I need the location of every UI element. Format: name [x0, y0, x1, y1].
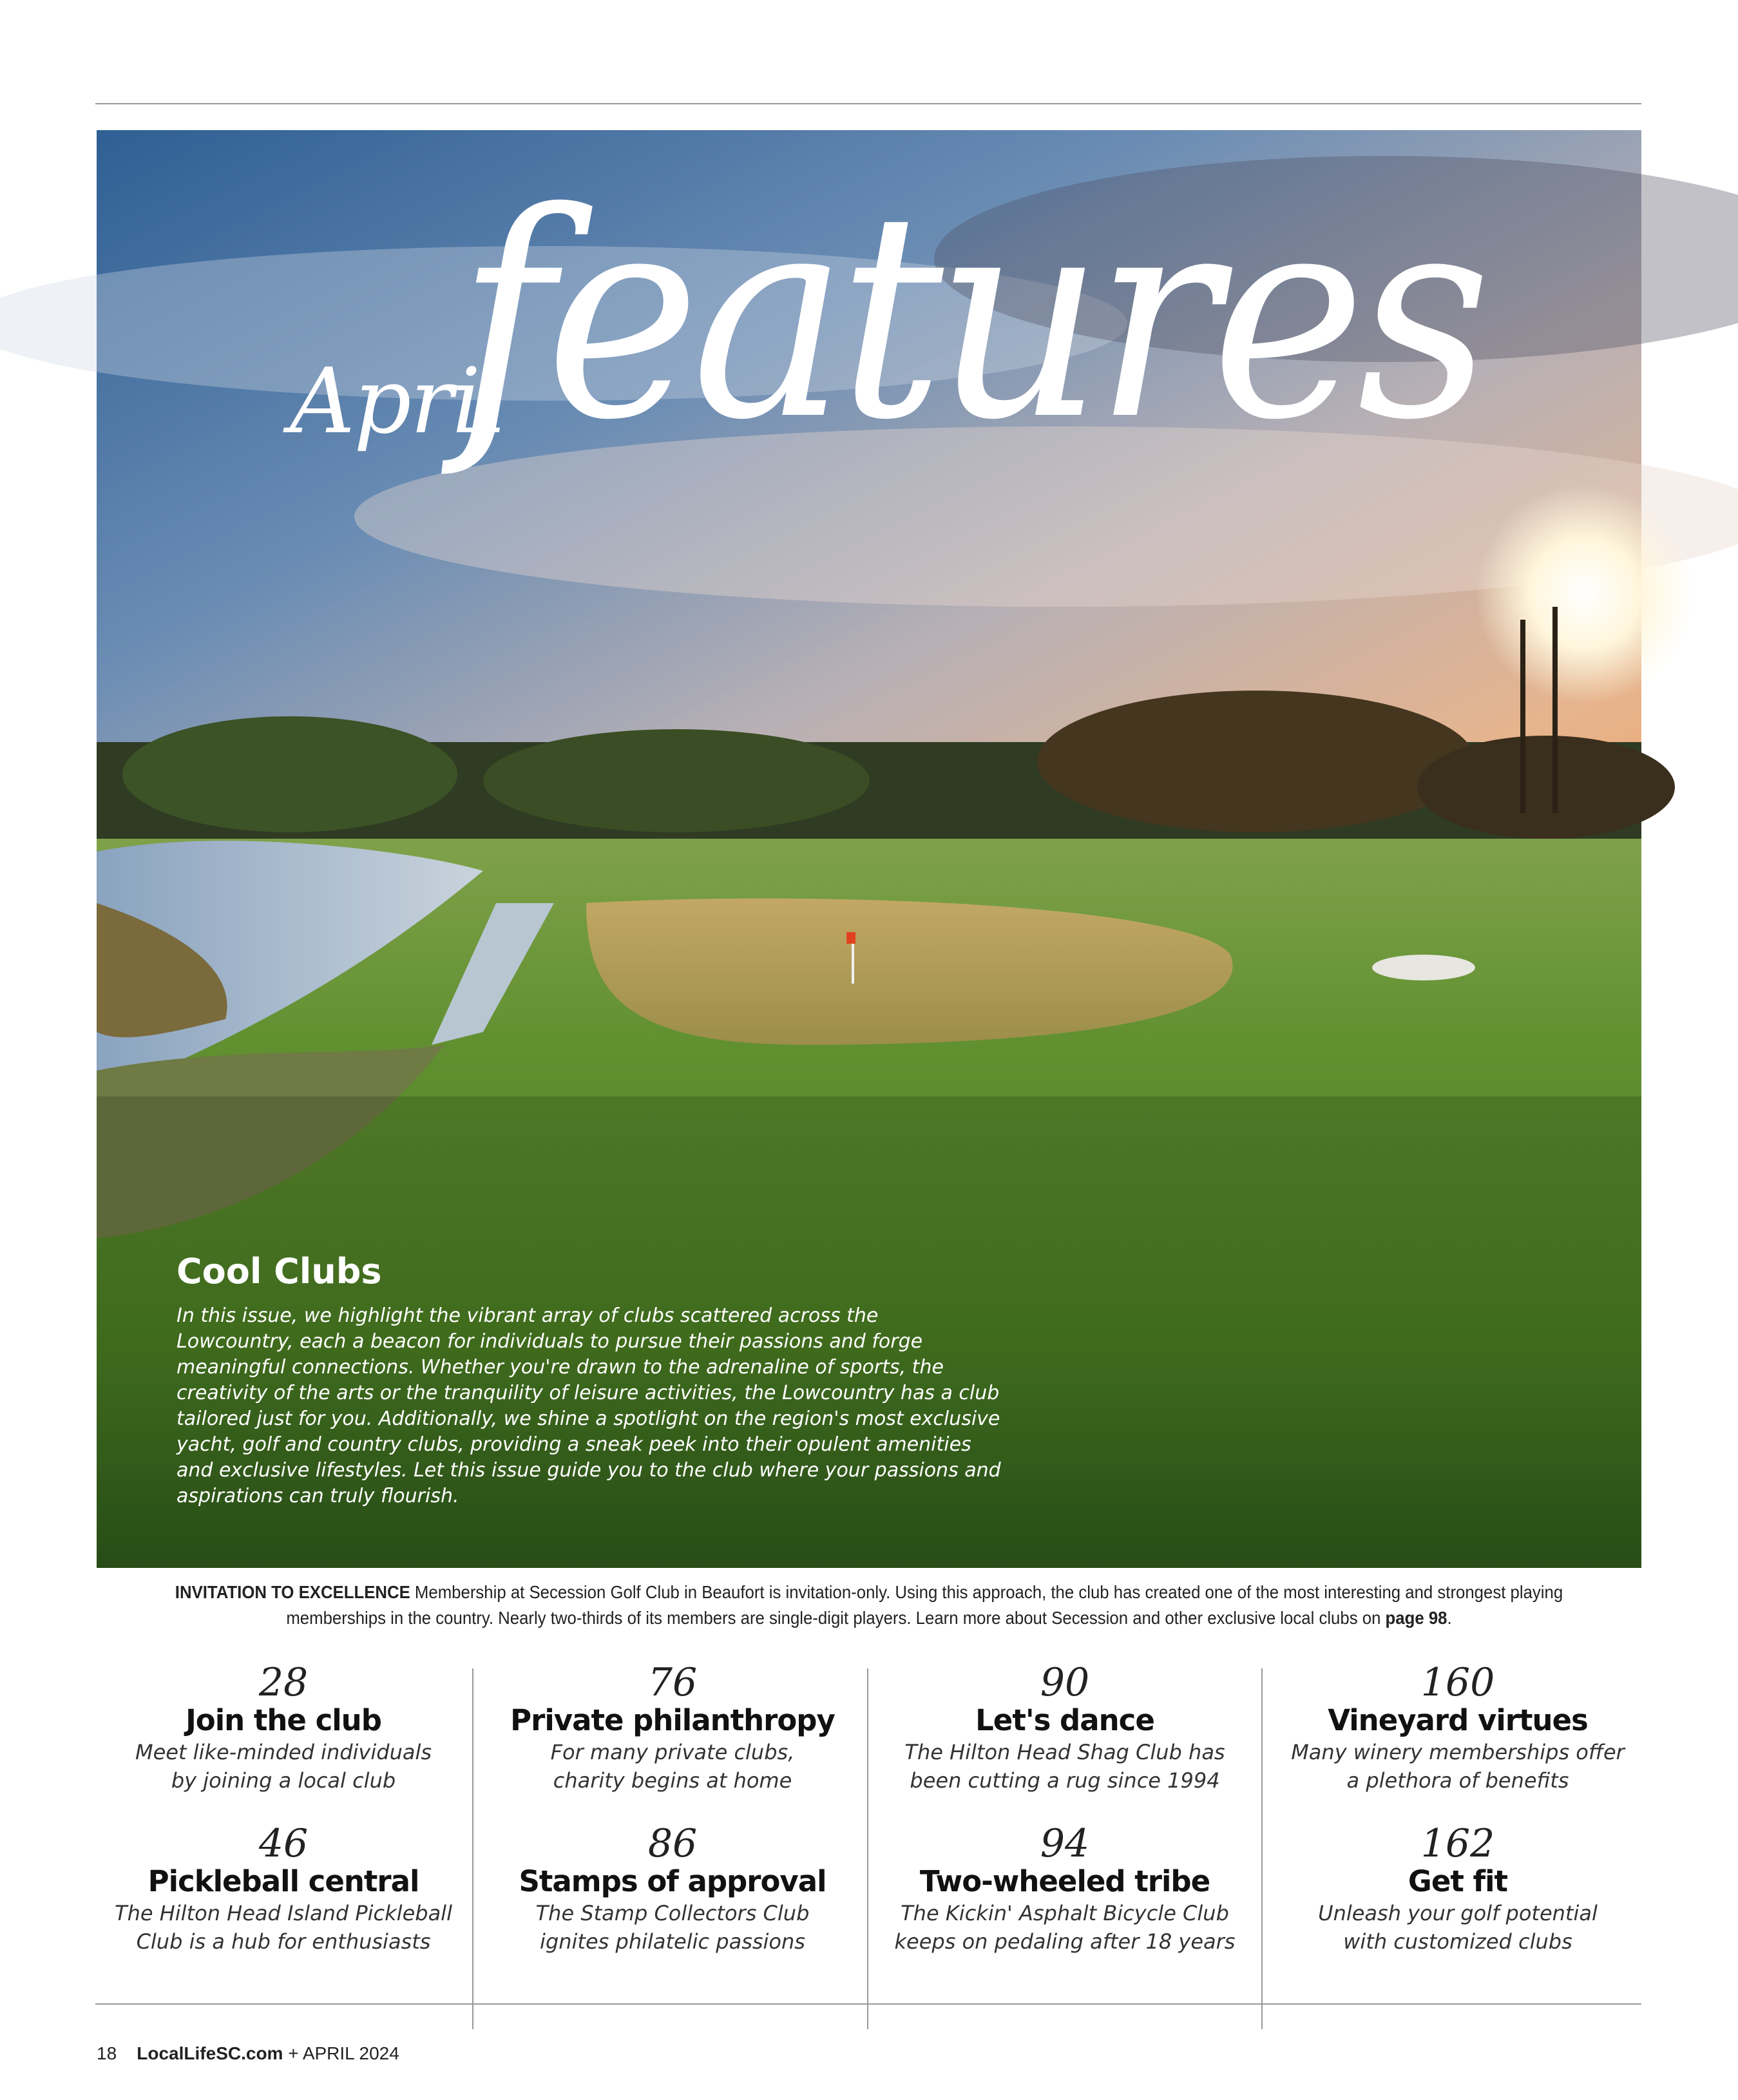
feature-desc: The Stamp Collectors Club: [535, 1901, 810, 1925]
feature-desc: For many private clubs,: [550, 1740, 795, 1764]
feature-desc: Many winery memberships offer: [1291, 1740, 1625, 1764]
feature-page: 94: [1040, 1821, 1090, 1866]
feature-item[interactable]: [90, 1823, 477, 1956]
features-grid: [95, 1662, 1641, 2036]
bottom-rule: [95, 2003, 1641, 2005]
feature-desc: Club is a hub for enthusiasts: [136, 1929, 431, 1954]
feature-desc: ignites philatelic passions: [540, 1929, 805, 1954]
column-divider: [1261, 1668, 1263, 2029]
feature-intro-title: Cool Clubs: [177, 1251, 382, 1292]
feature-title: Stamps of approval: [519, 1864, 826, 1898]
feature-desc: been cutting a rug since 1994: [910, 1768, 1220, 1793]
feature-desc: charity begins at home: [553, 1768, 792, 1793]
feature-desc: by joining a local club: [171, 1768, 396, 1793]
feature-desc: The Hilton Head Island Pickleball: [115, 1901, 452, 1925]
feature-desc: keeps on pedaling after 18 years: [894, 1929, 1236, 1954]
page-footer: [97, 2043, 399, 2064]
feature-desc: The Kickin' Asphalt Bicycle Club: [901, 1901, 1229, 1925]
feature-page: 46: [258, 1821, 309, 1866]
caption-page-ref: page 98: [1385, 1608, 1447, 1628]
feature-item[interactable]: [1265, 1823, 1651, 1956]
feature-intro-text: In this issue, we highlight the vibrant array of clubs scattered across the Lowcountry, each a beacon for individuals to pursue their passions and forge meaningful connections. Whether you're drawn to the adrenaline of sports, the creativity of the arts or the tranquility of leisure activities, the Lowcountry has a club tailored just for you. Additionally, we shine a spotlight on the region's most exclusive yacht, golf and country clubs, providing a sneak peek into their opulent amenities and exclusive lifestyles. Let this issue guide you to the club where your passions and aspirations can truly flourish.: [177, 1304, 1001, 1507]
top-rule: [95, 103, 1641, 104]
caption-lead: INVITATION TO EXCELLENCE: [175, 1582, 410, 1602]
title-features: features: [457, 152, 1483, 482]
feature-page: 28: [258, 1660, 309, 1705]
photo-credit: ©LARRY LAMBRECHT: [1643, 1418, 1659, 1578]
feature-item[interactable]: [479, 1823, 866, 1956]
feature-page: 86: [647, 1821, 698, 1866]
feature-intro: [177, 1251, 1001, 1509]
caption-body: Membership at Secession Golf Club in Beaufort is invitation-only. Using this approach, the club has created one of the most interesting and strongest playing memberships in the country. Nearly two-thirds of its members are single-digit players. Learn more about Secession and other exclusive local clubs on: [286, 1582, 1563, 1628]
caption-end: .: [1447, 1608, 1452, 1628]
page-number: 18: [97, 2043, 117, 2063]
feature-page: 76: [647, 1660, 698, 1705]
hero-photo: [97, 130, 1659, 1578]
feature-item[interactable]: [872, 1823, 1258, 1956]
feature-desc: with customized clubs: [1343, 1929, 1572, 1954]
feature-title: Let's dance: [975, 1703, 1154, 1737]
column-divider: [867, 1668, 868, 2029]
feature-desc: Unleash your golf potential: [1318, 1901, 1598, 1925]
title-block: [97, 130, 1641, 710]
footer-separator: +: [288, 2043, 299, 2063]
feature-title: Private philanthropy: [510, 1703, 835, 1737]
feature-item[interactable]: [872, 1662, 1258, 1795]
feature-title: Vineyard virtues: [1328, 1703, 1588, 1737]
feature-item[interactable]: [479, 1662, 866, 1795]
feature-desc: a plethora of benefits: [1346, 1768, 1569, 1793]
site-link[interactable]: LocalLifeSC.com: [137, 2043, 283, 2063]
feature-page: 162: [1420, 1821, 1495, 1866]
feature-page: 90: [1040, 1660, 1090, 1705]
feature-page: 160: [1420, 1660, 1495, 1705]
feature-item[interactable]: [90, 1662, 477, 1795]
issue-date: APRIL 2024: [302, 2043, 399, 2063]
feature-title: Two-wheeled tribe: [919, 1864, 1210, 1898]
feature-title: Get fit: [1408, 1864, 1508, 1898]
feature-desc: The Hilton Head Shag Club has: [904, 1740, 1225, 1764]
feature-title: Join the club: [186, 1703, 381, 1737]
feature-desc: Meet like-minded individuals: [135, 1740, 432, 1764]
title-april: April: [290, 349, 508, 454]
photo-caption: [158, 1580, 1580, 1631]
feature-title: Pickleball central: [148, 1864, 419, 1898]
feature-item[interactable]: [1265, 1662, 1651, 1795]
